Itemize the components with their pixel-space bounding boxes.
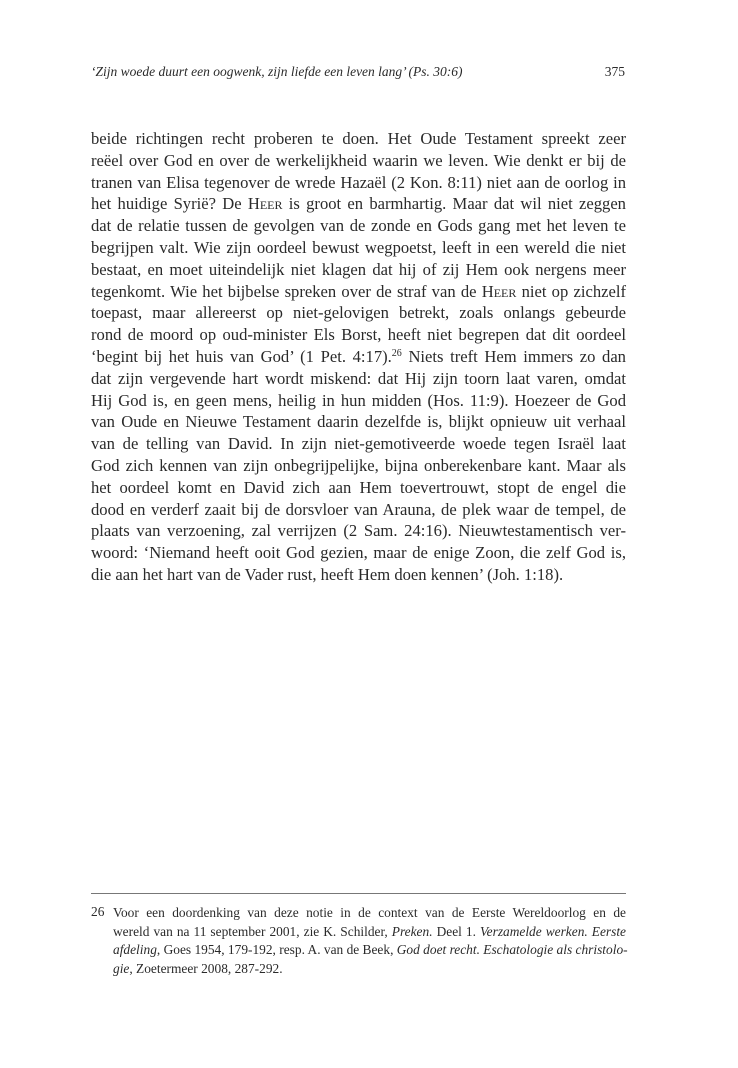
italic-segment: God doet recht. Eschatologie als christolo- — [396, 942, 628, 958]
text-segment: Niets treft Hem immers zo dan — [401, 346, 626, 366]
text-segment: , Goes 1954, 179-192, resp. A. van de Beek, — [156, 942, 397, 958]
text-line: tranen van Elisa tegenover de wrede Hazaël (2 Kon. 8:11) niet aan de oorlog in — [91, 172, 626, 192]
text-line: plaats van verzoening, zal verrijzen (2 Sam. 24:16). Nieuwtestamentisch ver- — [91, 521, 626, 541]
italic-segment: gie — [113, 960, 130, 976]
text-line: Hij God is, en geen mens, heilig in hun midden (Hos. 11:9). Hoezeer de God — [91, 390, 626, 410]
text-segment: wereld van na 11 september 2001, zie K. Schilder, — [113, 923, 392, 939]
small-caps-word: Heer — [481, 281, 517, 301]
text-line — [91, 281, 626, 303]
text-line: van Oude en Nieuwe Testament daarin dezelfde is, blijkt opnieuw uit verhaal — [91, 412, 626, 432]
footnote-line — [113, 941, 626, 960]
text-segment: tegenkomt. Wie het bijbelse spreken over de straf van de — [91, 281, 482, 301]
text-line: beide richtingen recht proberen te doen. Het Oude Testament spreekt zeer — [91, 129, 626, 148]
footnote-line — [113, 923, 626, 942]
footnote — [91, 904, 626, 978]
footnote-divider — [91, 893, 626, 894]
text-line: toepast, maar allereerst op niet-gelovigen betrekt, zoals onlangs gebeurde — [91, 303, 626, 323]
footnote-line — [113, 960, 626, 979]
italic-segment: Preken. — [391, 923, 433, 939]
footnote-reference: 26 — [391, 347, 402, 359]
footnote-body — [113, 904, 626, 978]
text-line — [91, 193, 626, 215]
text-segment: , Zoetermeer 2008, 287-292. — [129, 960, 283, 976]
running-head — [91, 64, 625, 80]
text-line: dood en verderf zaait bij de dorsvloer van Arauna, de plek waar de tempel, de — [91, 499, 626, 519]
text-segment: het huidige Syrië? De — [91, 194, 248, 214]
page-number: 375 — [604, 64, 625, 79]
text-line: God zich kennen van zijn onbegrijpelijke, bijna onberekenbare kant. Maar als — [91, 455, 626, 475]
text-line: begrijpen valt. Wie zijn oordeel bewust wegpoetst, leeft in een wereld die niet — [91, 237, 626, 257]
body-text — [91, 128, 626, 586]
text-line: dat zijn vergevende hart wordt miskend: dat Hij zijn toorn laat varen, omdat — [91, 368, 626, 388]
text-line: reëel over God en over de werkelijkheid waarin we leven. Wie denkt er bij de — [91, 150, 626, 170]
text-segment: is groot en barmhartig. Maar dat wil niet zeggen — [282, 194, 626, 214]
text-line: van de telling van David. In zijn niet-gemotiveerde woede tegen Israël laat — [91, 434, 626, 454]
footnote-line: Voor een doordenking van deze notie in de context van de Eerste Wereldoorlog en de — [113, 905, 626, 920]
text-line — [91, 346, 626, 368]
italic-segment: Verzamelde werken. Eerste — [479, 923, 626, 939]
text-line: woord: ‘Niemand heeft ooit God gezien, maar de enige Zoon, die zelf God is, — [91, 543, 626, 563]
running-head-title: ‘Zijn woede duurt een oogwenk, zijn liefde een leven lang’ (Ps. 30:6) — [91, 64, 463, 79]
text-line: dat de relatie tussen de gevolgen van de zonde en Gods gang met het leven te — [91, 216, 626, 236]
text-segment: ‘begint bij het huis van God’ (1 Pet. 4:17). — [91, 346, 392, 366]
text-segment: niet op zichzelf — [516, 281, 626, 301]
italic-segment: afdeling — [113, 942, 157, 958]
text-line: het oordeel komt en David zich aan Hem toevertrouwt, stopt de engel die — [91, 477, 626, 497]
small-caps-word: Heer — [247, 194, 283, 214]
footnote-number: 26 — [91, 904, 105, 919]
text-line: bestaat, en moet uiteindelijk niet klagen dat hij of zij Hem ook nergens meer — [91, 259, 626, 279]
text-segment: Deel 1. — [432, 923, 480, 939]
text-line: rond de moord op oud-minister Els Borst, heeft niet begrepen dat dit oordeel — [91, 325, 626, 345]
text-line: die aan het hart van de Vader rust, heeft Hem doen kennen’ (Joh. 1:18). — [91, 564, 564, 584]
